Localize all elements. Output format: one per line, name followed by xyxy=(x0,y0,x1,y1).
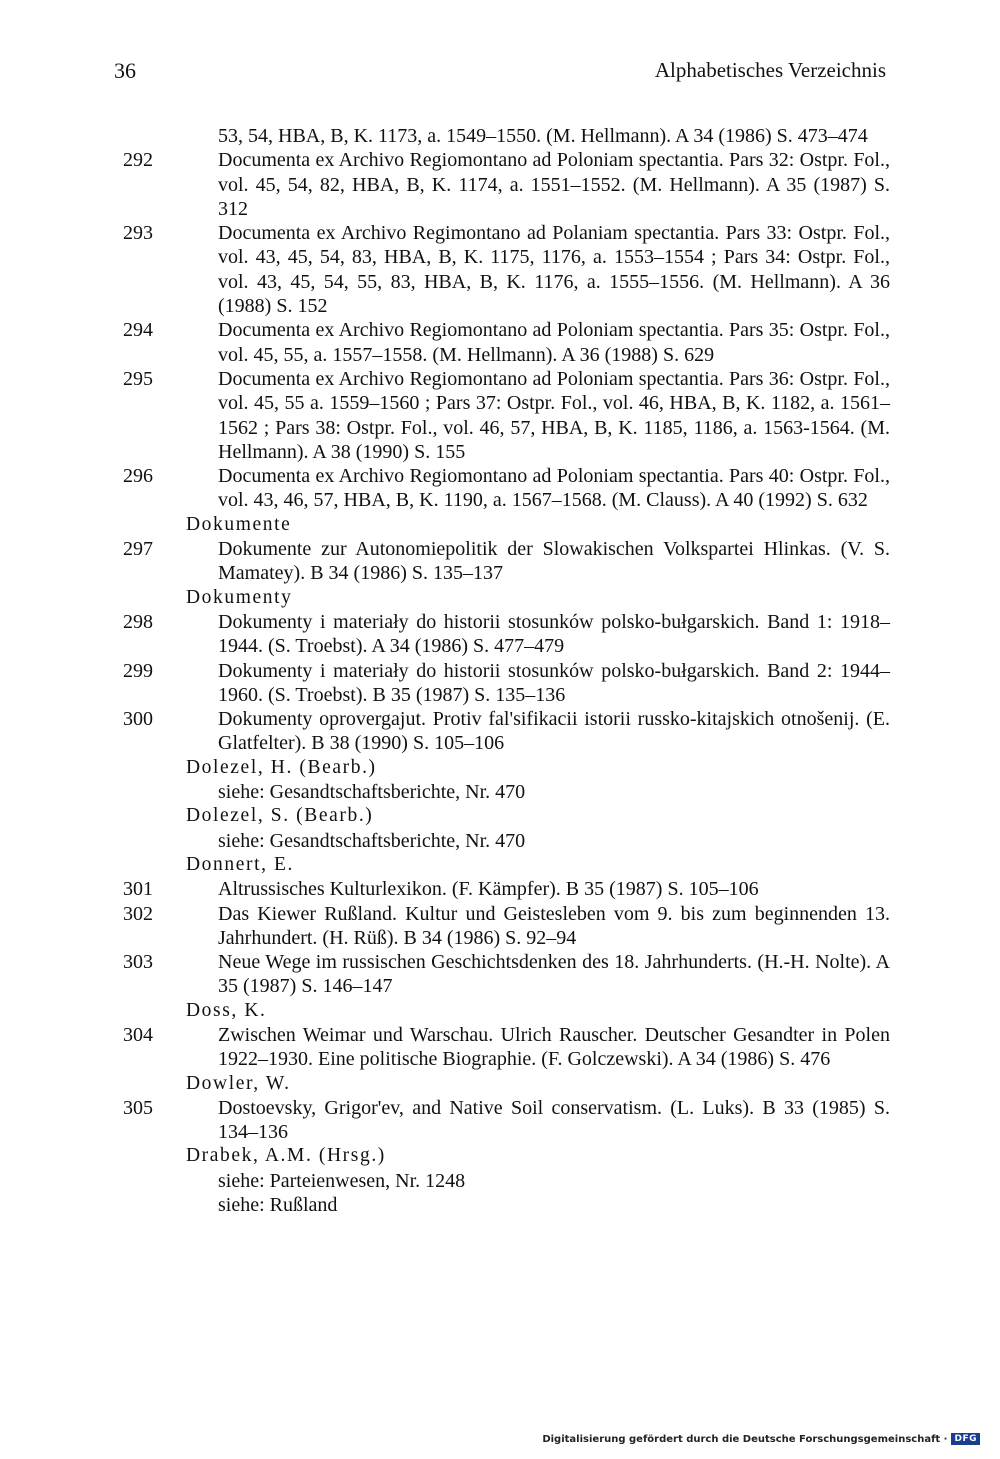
author-heading: Dokumenty xyxy=(186,586,293,608)
index-entry xyxy=(120,950,890,999)
entry-text: Dokumenty i materiały do historii stosunków polsko-bułgarskich. Band 2: 1944–1960. (S. Troebst). B 35 (1987) S. 135–136 xyxy=(218,659,890,706)
entry-number: 304 xyxy=(123,1023,153,1046)
index-entry xyxy=(120,1023,890,1072)
entry-number: 301 xyxy=(123,878,153,901)
cross-reference: siehe: Gesandtschaftsberichte, Nr. 470 xyxy=(218,829,526,852)
index-entry xyxy=(120,124,890,148)
entry-text: Documenta ex Archivo Regiomontano ad Poloniam spectantia. Pars 40: Ostpr. Fol., vol. 43, 46, 57, HBA, B, K. 1190, a. 1567–1568. (M. Clauss). A 40 (1992) S. 632 xyxy=(218,465,890,512)
entry-number: 297 xyxy=(123,538,153,561)
entry-number: 298 xyxy=(123,610,153,633)
entry-number: 296 xyxy=(123,465,153,488)
entry-number: 302 xyxy=(123,902,153,925)
index-entry xyxy=(120,610,890,659)
entry-number: 293 xyxy=(123,222,153,245)
index-entry xyxy=(120,707,890,756)
entry-text: Documenta ex Archivo Regiomontano ad Poloniam spectantia. Pars 35: Ostpr. Fol., vol. 45, 55, a. 1557–1558. (M. Hellmann). A 36 (1988) S. 629 xyxy=(218,319,890,366)
index-entry xyxy=(120,464,890,513)
index-entry xyxy=(120,537,890,586)
entry-text: Dostoevsky, Grigor'ev, and Native Soil conservatism. (L. Luks). B 33 (1985) S. 134–136 xyxy=(218,1096,890,1144)
entry-text: Documenta ex Archivo Regiomontano ad Poloniam spectantia. Pars 32: Ostpr. Fol., vol. 45, 54, 82, HBA, B, K. 1174, a. 1551–1552. (M. Hellmann). A 35 (1987) S. 312 xyxy=(218,149,890,220)
entry-number: 300 xyxy=(123,708,153,731)
entry-number: 305 xyxy=(123,1096,153,1119)
index-entry xyxy=(120,902,890,951)
cross-reference: siehe: Rußland xyxy=(218,1194,338,1217)
entry-text: Neue Wege im russischen Geschichtsdenken des 18. Jahrhunderts. (H.-H. Nolte). A 35 (1987) S. 146–147 xyxy=(218,951,890,998)
footer-credit: Digitalisierung gefördert durch die Deutsche Forschungsgemeinschaft · xyxy=(542,1433,948,1445)
author-heading: Dowler, W. xyxy=(186,1072,291,1094)
entry-text: Das Kiewer Rußland. Kultur und Geistesleben vom 9. bis zum beginnenden 13. Jahrhundert. (H. Rüß). B 34 (1986) S. 92–94 xyxy=(218,902,890,949)
index-entry xyxy=(120,1096,890,1145)
entry-text: Altrussisches Kulturlexikon. (F. Kämpfer). B 35 (1987) S. 105–106 xyxy=(218,878,759,901)
author-heading: Dolezel, S. (Bearb.) xyxy=(186,805,374,827)
index-entry xyxy=(120,318,890,367)
author-heading: Dokumente xyxy=(186,513,292,535)
cross-reference: siehe: Gesandtschaftsberichte, Nr. 470 xyxy=(218,781,526,804)
page-number: 36 xyxy=(114,58,136,83)
cross-reference: siehe: Parteienwesen, Nr. 1248 xyxy=(218,1169,466,1192)
footer xyxy=(542,1433,980,1445)
entry-text: Documenta ex Archivo Regimontano ad Polaniam spectantia. Pars 33: Ostpr. Fol., vol. 43, 45, 54, 83, HBA, B, K. 1175, 1176, a. 1553–1554 ; Pars 34: Ostpr. Fol., vol. 43, 45, 54, 55, 83, HBA, B, K. 1176, a. 1555–1556. (M. Hellmann). A 36 (1988) S. 152 xyxy=(218,222,890,318)
entry-text: Dokumenty i materiały do historii stosunków polsko-bułgarskich. Band 1: 1918–1944. (S. Troebst). A 34 (1986) S. 477–479 xyxy=(218,610,890,658)
entry-text: Dokumenty oprovergajut. Protiv fal'sifikacii istorii russko-kitajskich otnošenij. (E. Glatfelter). B 38 (1990) S. 105–106 xyxy=(218,708,890,755)
index-entry xyxy=(120,877,890,901)
entry-text: 53, 54, HBA, B, K. 1173, a. 1549–1550. (M. Hellmann). A 34 (1986) S. 473–474 xyxy=(218,125,868,147)
index-entry xyxy=(120,659,890,708)
author-heading: Doss, K. xyxy=(186,999,267,1021)
author-heading: Drabek, A.M. (Hrsg.) xyxy=(186,1145,386,1167)
index-entry xyxy=(120,148,890,221)
entry-number: 303 xyxy=(123,951,153,974)
running-title: Alphabetisches Verzeichnis xyxy=(654,58,886,82)
entry-text: Documenta ex Archivo Regiomontano ad Poloniam spectantia. Pars 36: Ostpr. Fol., vol. 45, 55 a. 1559–1560 ; Pars 37: Ostpr. Fol., vol. 46, HBA, B, K. 1182, a. 1561–1562 ; Pars 38: Ostpr. Fol., vol. 46, 57, HBA, B, K. 1185, 1186, a. 1563-1564. (M. Hellmann). A 38 (1990) S. 155 xyxy=(218,367,890,463)
entry-number: 294 xyxy=(123,319,153,342)
entry-number: 292 xyxy=(123,149,153,172)
dfg-logo-icon: DFG xyxy=(951,1433,980,1445)
index-content xyxy=(120,124,890,1217)
entry-number: 295 xyxy=(123,367,153,390)
entry-text: Dokumente zur Autonomiepolitik der Slowakischen Volkspartei Hlinkas. (V. S. Mamatey). B 34 (1986) S. 135–137 xyxy=(218,538,890,585)
author-heading: Dolezel, H. (Bearb.) xyxy=(186,756,377,778)
index-entry xyxy=(120,367,890,464)
entry-text: Zwischen Weimar und Warschau. Ulrich Rauscher. Deutscher Gesandter in Polen 1922–1930. Eine politische Biographie. (F. Golczewski). A 34 (1986) S. 476 xyxy=(218,1023,890,1071)
index-entry xyxy=(120,221,890,318)
author-heading: Donnert, E. xyxy=(186,853,295,875)
entry-number: 299 xyxy=(123,659,153,682)
